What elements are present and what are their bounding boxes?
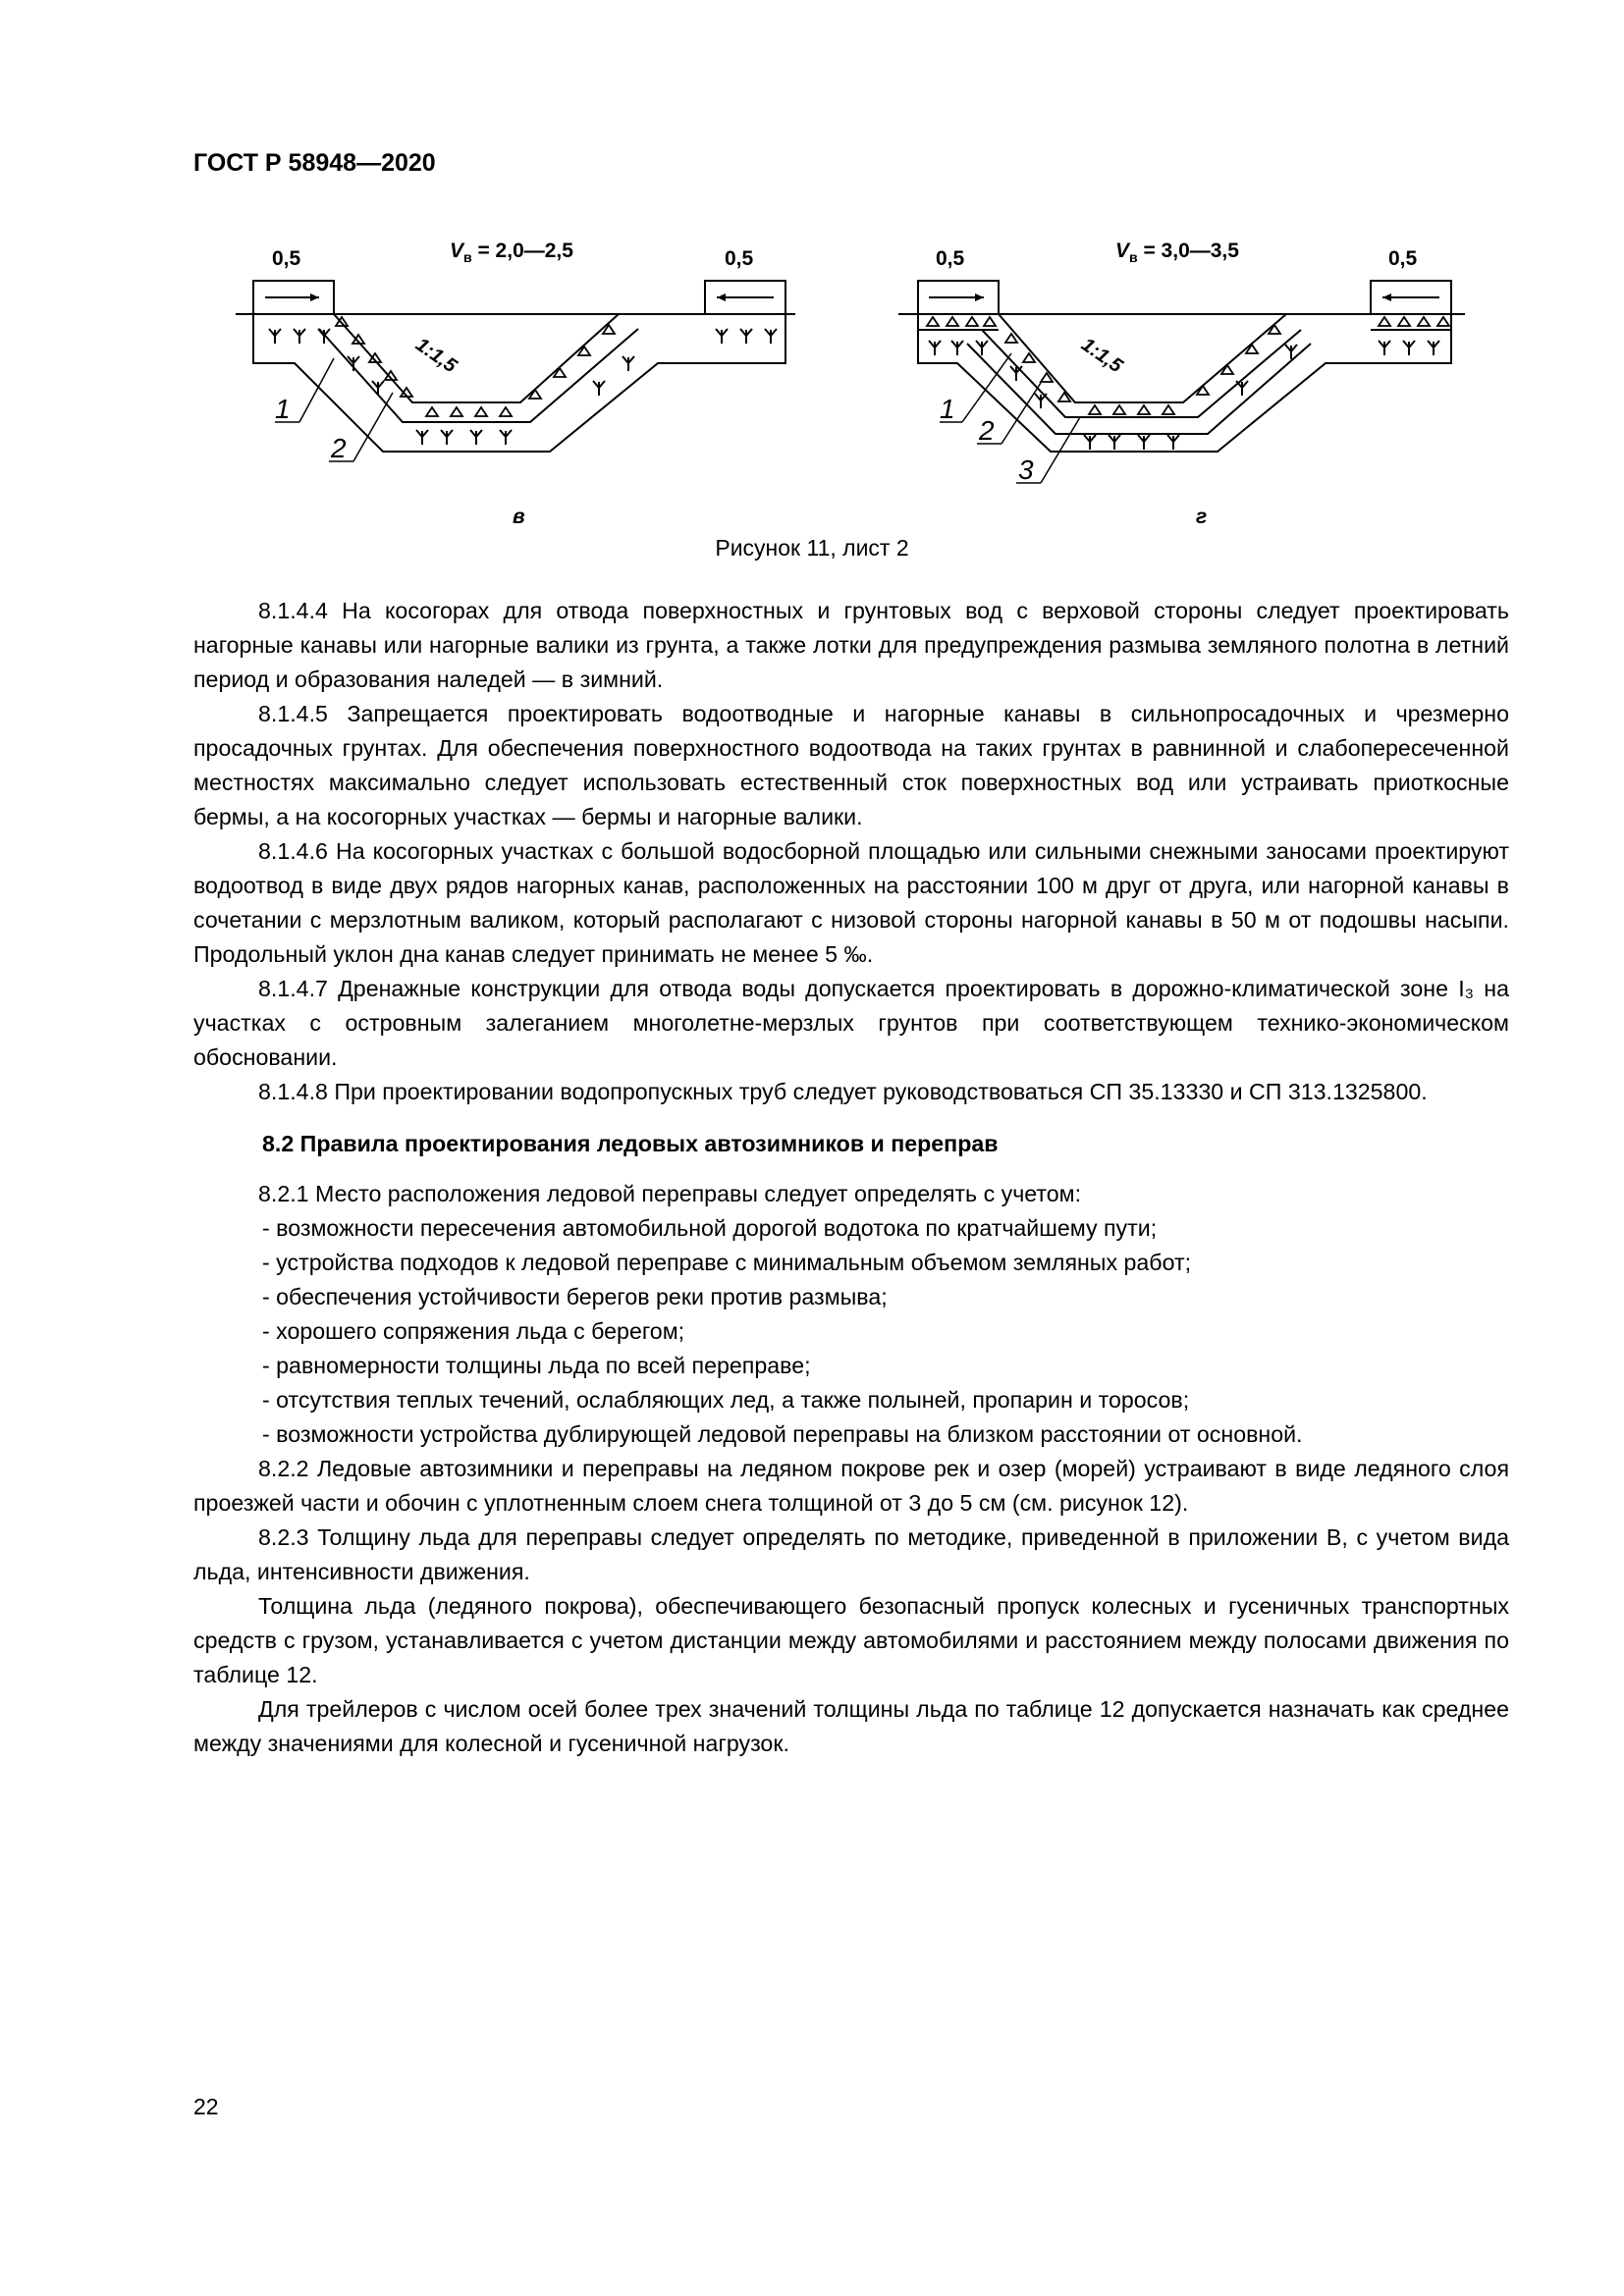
panel-v-label-2: 2: [331, 433, 347, 463]
paragraph-8-2-2: 8.2.2 Ледовые автозимники и переправы на ледяном покрове рек и озер (морей) устраивают в виде ледяного слоя проезжей части и обочин с уплотненным слоем снега толщиной от 3 до 5 см (см. рисунок 12).: [193, 1456, 1509, 1516]
panel-g-width-right: 0,5: [1388, 247, 1418, 270]
panel-v-letter: в: [513, 506, 525, 528]
paragraph-8-1-4-5: 8.1.4.5 Запрещается проектировать водоотводные и нагорные канавы в сильнопросадочных и чрезмерно просадочных грунтах. Для обеспечения поверхностного водоотвода на таких грунтах в равнинной и слабопересеченной местностях максимально следует использовать естественный сток поверхностных вод или устраивать приоткосные бермы, а на косогорных участках — бермы и нагорные валики.: [193, 701, 1509, 829]
panel-v-slope: 1:1,5: [411, 334, 461, 378]
list-item: - возможности устройства дублирующей ледовой переправы на близком расстоянии от основной.: [262, 1421, 1303, 1447]
paragraph-8-2-3: 8.2.3 Толщину льда для переправы следует определять по методике, приведенной в приложении В, с учетом вида льда, интенсивности движения.: [193, 1524, 1509, 1584]
panel-g-slope: 1:1,5: [1077, 334, 1127, 378]
panel-v-velocity: $V_в$ = 2,0—2,5: [450, 240, 573, 265]
panel-g-label-3: 3: [1018, 454, 1034, 485]
paragraph-8-1-4-8: 8.1.4.8 При проектировании водопропускных труб следует руководствоваться СП 35.13330 и СП 313.1325800.: [258, 1079, 1428, 1104]
paragraph-8-1-4-6: 8.1.4.6 На косогорных участках с большой водосборной площадью или сильными снежными заносами проектируют водоотвод в виде двух рядов нагорных канав, расположенных на расстоянии 100 м друг от друга, или нагорной канавы в сочетании с мерзлотным валиком, который располагают с низовой стороны нагорной канавы в 50 м от подошвы насыпи. Продольный уклон дна канав следует принимать не менее 5 ‰.: [193, 838, 1509, 967]
panel-g-label-1: 1: [940, 394, 955, 424]
paragraph-8-1-4-4: 8.1.4.4 На косогорах для отвода поверхностных и грунтовых вод с верховой стороны следует проектировать нагорные канавы или нагорные валики из грунта, а также лотки для предупреждения размыва земляного полотна в летний период и образования наледей — в зимний.: [193, 598, 1509, 692]
list-item: - устройства подходов к ледовой переправе с минимальным объемом земляных работ;: [262, 1250, 1192, 1275]
panel-v: [236, 240, 795, 528]
list-item: - обеспечения устойчивости берегов реки против размыва;: [262, 1284, 888, 1309]
panel-v-label-1: 1: [275, 394, 291, 424]
document-header: ГОСТ Р 58948—2020: [193, 149, 436, 177]
document-body: [193, 594, 1509, 1761]
list-item: - хорошего сопряжения льда с берегом;: [262, 1318, 685, 1344]
paragraph-8-1-4-7: 8.1.4.7 Дренажные конструкции для отвода воды допускается проектировать в дорожно-климатической зоне I₃ на участках с островным залеганием многолетне-мерзлых грунтов при соответствующем технико-экономическом обосновании.: [193, 976, 1509, 1070]
list-item: - отсутствия теплых течений, ослабляющих лед, а также полыней, пропарин и торосов;: [262, 1387, 1190, 1413]
paragraph-ice-thickness: Толщина льда (ледяного покрова), обеспечивающего безопасный пропуск колесных и гусеничных транспортных средств с грузом, устанавливается с учетом дистанции между автомобилями и расстоянием между полосами движения по таблице 12.: [193, 1593, 1509, 1687]
page-number: 22: [193, 2094, 219, 2119]
figure-caption: Рисунок 11, лист 2: [715, 535, 909, 561]
paragraph-8-2-1: 8.2.1 Место расположения ледовой переправы следует определять с учетом:: [258, 1181, 1082, 1206]
section-heading-8-2: 8.2 Правила проектирования ледовых автозимников и переправ: [262, 1131, 999, 1156]
panel-v-width-left: 0,5: [272, 247, 301, 270]
panel-g-width-left: 0,5: [936, 247, 965, 270]
paragraph-trailers: Для трейлеров с числом осей более трех значений толщины льда по таблице 12 допускается назначать как среднее между значениями для колесной и гусеничной нагрузок.: [193, 1696, 1509, 1756]
panel-g-label-2: 2: [979, 415, 995, 446]
panel-g-velocity: $V_в$ = 3,0—3,5: [1115, 240, 1239, 265]
panel-g-letter: г: [1196, 506, 1208, 528]
panel-g: [898, 240, 1465, 528]
list-item: - равномерности толщины льда по всей переправе;: [262, 1353, 811, 1378]
panel-v-width-right: 0,5: [725, 247, 754, 270]
figure-ditch-cross-sections: [226, 226, 1512, 540]
list-item: - возможности пересечения автомобильной дорогой водотока по кратчайшему пути;: [262, 1215, 1158, 1241]
